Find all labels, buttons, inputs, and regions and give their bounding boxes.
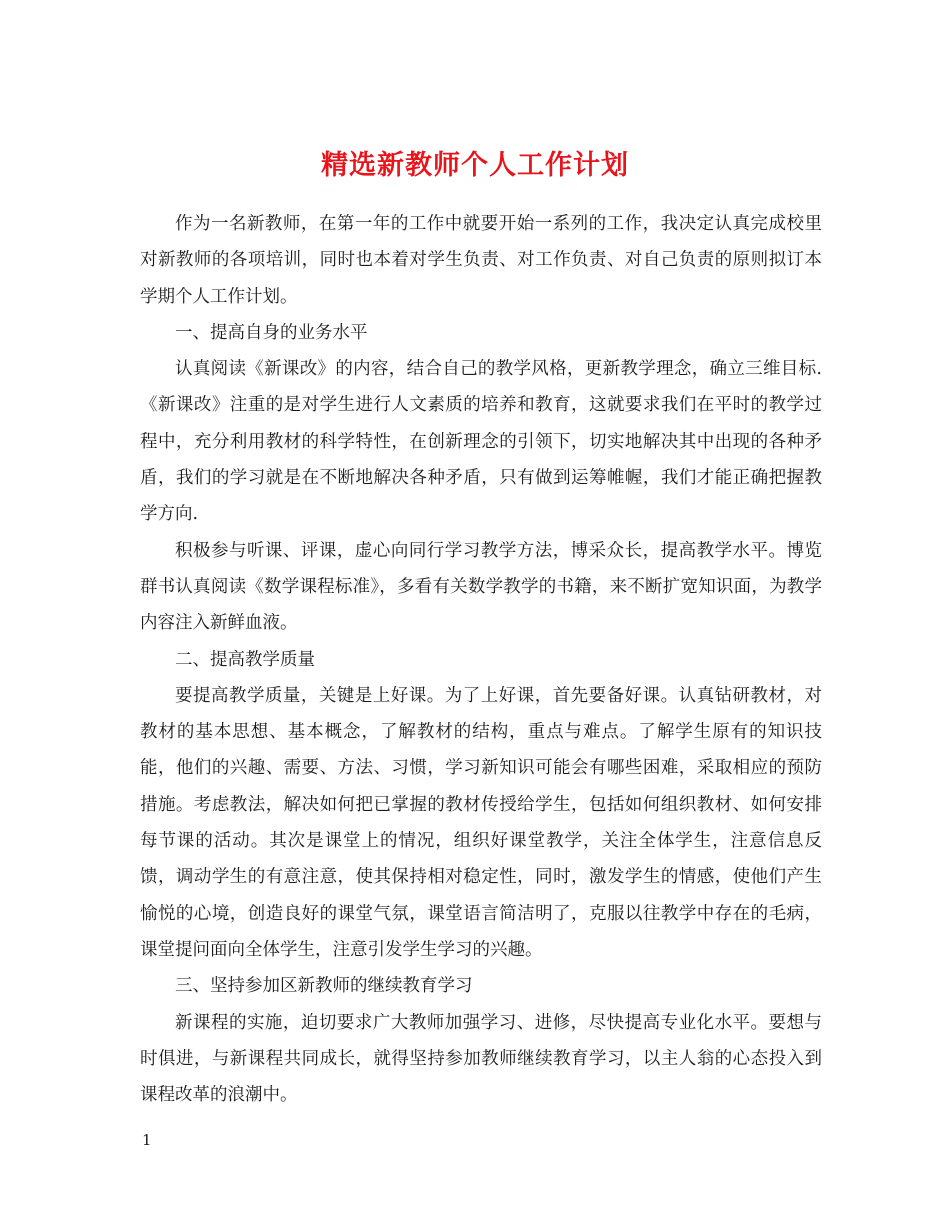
intro-paragraph: 作为一名新教师，在第一年的工作中就要开始一系列的工作，我决定认真完成校里对新教师的各项培训，同时也本着对学生负责、对工作负责、对自己负责的原则拟订本学期个人工作计划。 [140, 214, 822, 307]
section-heading-1: 一、提高自身的业务水平 [175, 322, 368, 343]
section-heading-2: 二、提高教学质量 [175, 649, 315, 670]
section-1-paragraph-1: 认真阅读《新课改》的内容，结合自己的教学风格，更新教学理念，确立三维目标.《新课改》注重的是对学生进行人文素质的培养和教育，这就要求我们在平时的教学过程中，充分利用教材的科学特性，在创新理念的引领下，切实地解决其中出现的各种矛盾，我们的学习就是在不断地解决各种矛盾，只有做到运筹帷幄，我们才能正确把握教学方向. [140, 359, 822, 525]
document-title: 精选新教师个人工作计划 [321, 150, 629, 182]
section-heading-3: 三、坚持参加区新教师的继续教育学习 [175, 976, 473, 997]
document-body [140, 206, 822, 1113]
section-3-paragraph-1: 新课程的实施，迫切要求广大教师加强学习、进修，尽快提高专业化水平。要想与时俱进，与新课程共同成长，就得坚持参加教师继续教育学习，以主人翁的心态投入到课程改革的浪潮中。 [140, 1012, 822, 1106]
page-number: 1 [142, 1131, 152, 1149]
section-2-paragraph-1: 要提高教学质量，关键是上好课。为了上好课，首先要备好课。认真钻研教材，对教材的基本思想、基本概念，了解教材的结构，重点与难点。了解学生原有的知识技能，他们的兴趣、需要、方法、习惯，学习新知识可能会有哪些困难，采取相应的预防措施。考虑教法，解决如何把已掌握的教材传授给学生，包括如何组织教材、如何安排每节课的活动。其次是课堂上的情况，组织好课堂教学，关注全体学生，注意信息反馈，调动学生的有意注意，使其保持相对稳定性，同时，激发学生的情感，使他们产生愉悦的心境，创造良好的课堂气氛，课堂语言简洁明了，克服以往教学中存在的毛病，课堂提问面向全体学生，注意引发学生学习的兴趣。 [140, 685, 822, 960]
section-1-paragraph-2: 积极参与听课、评课，虚心向同行学习教学方法，博采众长，提高教学水平。博览群书认真阅读《数学课程标准》，多看有关数学教学的书籍，来不断扩宽知识面，为教学内容注入新鲜血液。 [140, 540, 822, 634]
